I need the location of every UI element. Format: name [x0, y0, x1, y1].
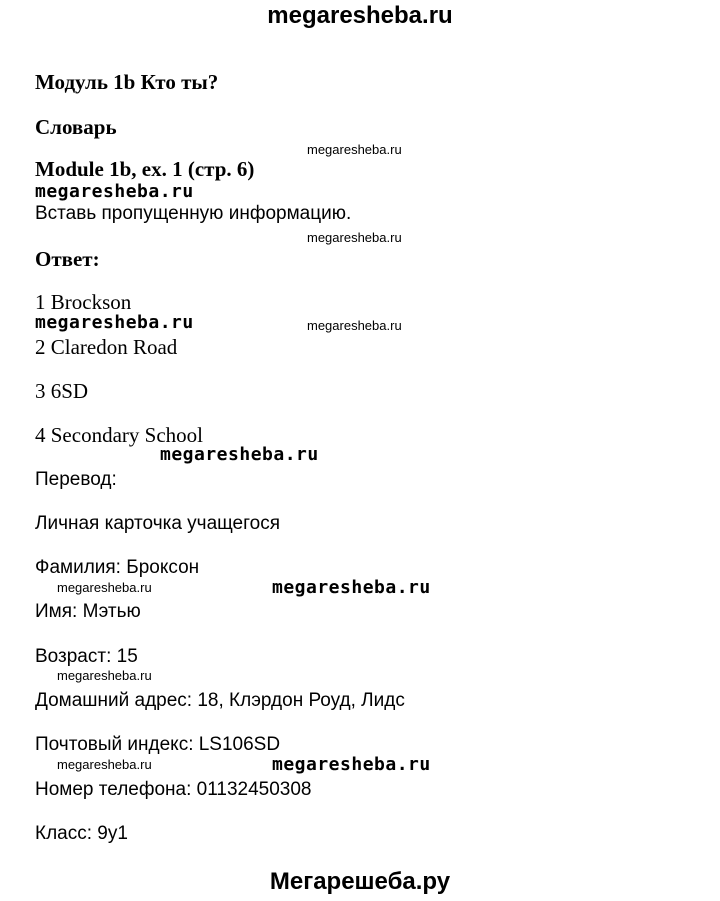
card-field: Номер телефона: 01132450308 [35, 779, 312, 800]
site-header: megaresheba.ru [267, 2, 453, 29]
instruction-text: Вставь пропущенную информацию. [35, 203, 352, 224]
module-title: Модуль 1b Кто ты? [35, 70, 219, 94]
watermark-small: megaresheba.ru [307, 230, 402, 245]
watermark-large: megaresheba.ru [272, 754, 431, 775]
answer-item: 3 6SD [35, 379, 89, 403]
watermark-small: megaresheba.ru [307, 142, 402, 157]
card-field: Имя: Мэтью [35, 601, 141, 622]
card-field: Фамилия: Броксон [35, 557, 200, 578]
watermark-small: megaresheba.ru [57, 757, 152, 772]
answer-item: 1 Brockson [35, 290, 132, 314]
watermark-large: megaresheba.ru [35, 181, 194, 202]
site-footer: Мегарешеба.ру [269, 868, 451, 895]
watermark-large: megaresheba.ru [272, 577, 431, 598]
card-field: Возраст: 15 [35, 646, 138, 667]
answer-label: Ответ: [35, 247, 100, 271]
section-title: Словарь [35, 115, 117, 139]
translation-label: Перевод: [35, 469, 117, 490]
exercise-title: Module 1b, ex. 1 (стр. 6) [35, 157, 255, 181]
watermark-large: megaresheba.ru [35, 312, 194, 333]
watermark-small: megaresheba.ru [57, 668, 152, 683]
watermark-large: megaresheba.ru [160, 444, 319, 465]
watermark-small: megaresheba.ru [307, 318, 402, 333]
card-title: Личная карточка учащегося [35, 513, 280, 534]
answer-item: 2 Claredon Road [35, 335, 178, 359]
answer-item: 4 Secondary School [35, 423, 203, 447]
card-field: Класс: 9y1 [35, 823, 128, 844]
watermark-small: megaresheba.ru [57, 580, 152, 595]
card-field: Домашний адрес: 18, Клэрдон Роуд, Лидс [35, 690, 405, 711]
card-field: Почтовый индекс: LS106SD [35, 734, 281, 755]
